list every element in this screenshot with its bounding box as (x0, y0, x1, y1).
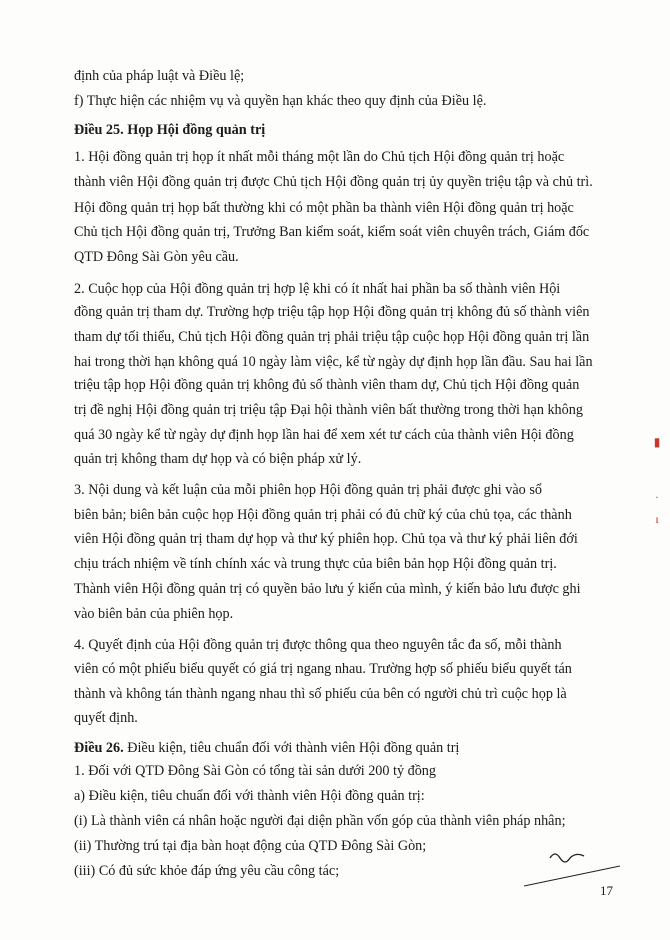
margin-stamp-mark: ▮ (653, 435, 661, 449)
text-line: 2. Cuộc họp của Hội đồng quản trị hợp lệ khi có ít nhất hai phần ba số thành viên Hội (74, 281, 561, 297)
margin-stamp-mark: ı (655, 512, 659, 526)
text-line: quản trị không tham dự họp và có biện pháp xử lý. (74, 451, 362, 467)
text-line: Chủ tịch Hội đồng quản trị, Trưởng Ban kiểm soát, kiểm soát viên chuyên trách, Giám đốc (74, 224, 590, 240)
text-line: (ii) Thường trú tại địa bàn hoạt động của QTD Đông Sài Gòn; (74, 838, 427, 854)
text-line: biên bản; biên bản cuộc họp Hội đồng quản trị phải có đủ chữ ký của chủ tọa, các thành (74, 507, 572, 523)
margin-stamp-mark: · (655, 490, 659, 504)
text-line: 4. Quyết định của Hội đồng quản trị được thông qua theo nguyên tắc đa số, mỗi thành (74, 637, 562, 653)
text-line: tham dự tối thiểu, Chủ tịch Hội đồng quản trị phải triệu tập cuộc họp Hội đồng quản trị lần (74, 329, 590, 345)
text-line: a) Điều kiện, tiêu chuẩn đối với thành viên Hội đồng quản trị: (74, 788, 425, 804)
text-line: đồng quản trị tham dự. Trường hợp triệu tập họp Hội đồng quản trị không đủ số thành viên (74, 304, 590, 320)
text-line: quyết định. (74, 710, 138, 726)
text-line: vào biên bản của phiên họp. (74, 606, 234, 622)
text-line: thành viên Hội đồng quản trị được Chủ tịch Hội đồng quản trị ủy quyền triệu tập và chủ trì. (74, 174, 593, 190)
signature-mark (520, 840, 630, 890)
text-line: viên Hội đồng quản trị tham dự họp và thư ký phiên họp. Chủ tọa và thư ký phải liên đới (74, 531, 578, 547)
text-line: Điều 26. Điều kiện, tiêu chuẩn đối với thành viên Hội đồng quản trị (74, 740, 460, 756)
text-line: 1. Hội đồng quản trị họp ít nhất mỗi tháng một lần do Chủ tịch Hội đồng quản trị hoặc (74, 149, 565, 165)
text-line: 1. Đối với QTD Đông Sài Gòn có tổng tài sản dưới 200 tỷ đồng (74, 763, 436, 779)
article-heading-prefix: Điều 26. (74, 740, 124, 756)
text-line: viên có một phiếu biểu quyết có giá trị ngang nhau. Trường hợp số phiếu biểu quyết tán (74, 661, 572, 677)
text-line: (iii) Có đủ sức khỏe đáp ứng yêu cầu công tác; (74, 863, 340, 879)
text-line: f) Thực hiện các nhiệm vụ và quyền hạn khác theo quy định của Điều lệ. (74, 93, 487, 109)
page-number: 17 (600, 883, 613, 898)
text-line: Điều 25. Họp Hội đồng quản trị (74, 122, 266, 138)
text-line: định của pháp luật và Điều lệ; (74, 68, 245, 84)
text-line: 3. Nội dung và kết luận của mỗi phiên họp Hội đồng quản trị phải được ghi vào sổ (74, 482, 542, 498)
text-line: hai trong thời hạn không quá 10 ngày làm việc, kể từ ngày dự định họp lần đầu. Sau hai lần (74, 354, 593, 370)
text-line: Thành viên Hội đồng quản trị có quyền bảo lưu ý kiến của mình, ý kiến bảo lưu được ghi (74, 581, 581, 597)
text-line: Hội đồng quản trị họp bất thường khi có một phần ba thành viên Hội đồng quản trị hoặc (74, 200, 574, 216)
text-line: quá 30 ngày kể từ ngày dự định họp lần hai để xem xét tư cách của thành viên Hội đồng (74, 427, 574, 443)
text-line: trị đề nghị Hội đồng quản trị triệu tập Đại hội thành viên bất thường trong thời hạn không (74, 402, 583, 418)
text-line: triệu tập họp Hội đồng quản trị không đủ số thành viên tham dự, Chủ tịch Hội đồng quản (74, 377, 580, 393)
text-line: thành và không tán thành ngang nhau thì số phiếu của bên có người chủ trì cuộc họp là (74, 686, 567, 702)
text-line: (i) Là thành viên cá nhân hoặc người đại diện phần vốn góp của thành viên pháp nhân; (74, 813, 566, 829)
text-line: chịu trách nhiệm về tính chính xác và trung thực của biên bản họp Hội đồng quản trị. (74, 556, 557, 572)
text-line: QTD Đông Sài Gòn yêu cầu. (74, 249, 239, 265)
